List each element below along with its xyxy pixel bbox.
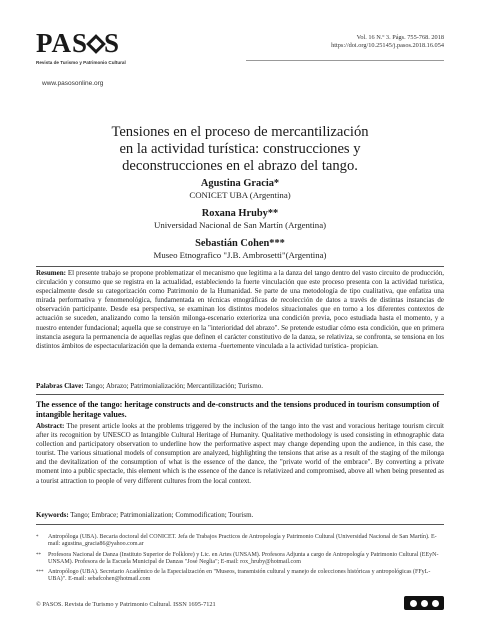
footnote-text: Profesora Nacional de Danza (Instituto Superior de Folklore) y Lic. en Artes (UNSAM). Profesora Adjunta a cargo de Antropología y Patrimonio Cultural (EEyN-UNSAM). Profesora de la Escuela Municipal de Danzas "José Neglia"; E-mail: rox_hruby@hotmail.com xyxy=(48,551,439,565)
footnote-text: Antropóloga (UBA). Becaria doctoral del CONICET. Jefa de Trabajos Practicos de Antropología y Patrimonio Cultural (Universidad Nacional de San Martín). E-mail: agustina_gracia86@yahoo.com.ar xyxy=(48,534,437,548)
footnote-rule xyxy=(36,524,444,525)
journal-meta xyxy=(331,34,444,50)
footnote-mark: ** xyxy=(36,552,41,558)
author-name: Agustina Gracia* xyxy=(200,178,280,189)
logo-subtitle: Revista de Turismo y Patrimonio Cultural xyxy=(36,60,126,65)
resumen-text: El presente trabajo se propone problematizar el mecanismo que legitima a la danza del tango dentro del vasto circuito de producción, circulación y consumo que se registra en la actualidad, estableciendo la fuerte vinculación que este proceso presenta con la actividad turística, especialmente desde su categorización como Patrimonio de la Humanidad. Se parte de una metodología de tipo cualitativa, que enfatiza una mirada performativa y fenomenológica, fundamentada en técnicas etnográficas de recolección de datos a través de distintas instancias de observación participante. Desde esa perspectiva, se examinan los distintos modelos situacionales que en torno a los diferentes contextos de actuación se suceden, analizando como la tensión milonga-escenario exterioriza una condición previa, poco estudiada hasta el momento, y a nuestro entender fundacional; aquella que se construye en la "interioridad del abrazo". Se pretende estudiar cómo esta condición, que en primera instancia asegura la permanencia de aquellas reglas que definen el carácter constitutivo de la danza, se relativiza, se confronta, se tensiona en los distintos ámbitos de espectacularización que la demanda externa -fuertemente vinculada a la actividad turística- propician. xyxy=(36,269,444,350)
nc-circle-icon xyxy=(431,599,440,608)
keywords-label: Keywords: xyxy=(36,511,69,519)
resumen-block xyxy=(36,269,444,351)
footnote xyxy=(36,534,444,549)
footnotes xyxy=(36,534,444,587)
cc-circle-icon xyxy=(409,599,418,608)
by-circle-icon xyxy=(420,599,429,608)
copyright-footer: © PASOS. Revista de Turismo y Patrimonio Cultural. ISSN 1695-7121 xyxy=(36,601,216,608)
keywords-text: Tango; Embrace; Patrimonialization; Commodification; Tourism. xyxy=(70,511,254,519)
header-divider xyxy=(246,60,444,61)
keywords-block xyxy=(36,511,444,520)
author-affiliation: Museo Etnografico "J.B. Ambrosetti"(Argentina) xyxy=(153,250,327,260)
title-line-3: deconstrucciones en el abrazo del tango. xyxy=(122,158,358,174)
journal-logo[interactable] xyxy=(36,30,156,65)
volume-line: Vol. 16 N.º 3. Págs. 755-768. 2018 xyxy=(356,34,444,41)
palabras-clave-label: Palabras Clave: xyxy=(36,382,84,390)
journal-website-link[interactable]: www.pasosonline.org xyxy=(42,80,104,87)
logo-text-right: S xyxy=(104,28,121,58)
section-divider xyxy=(36,394,444,395)
logo-diamond-icon xyxy=(86,34,106,54)
abstract-top-rule xyxy=(36,266,444,267)
author-affiliation: CONICET UBA (Argentina) xyxy=(189,190,291,200)
footnote-mark: *** xyxy=(36,570,44,576)
logo-text-left: PAS xyxy=(36,28,89,58)
author-affiliation: Universidad Nacional de San Martín (Argentina) xyxy=(153,220,327,230)
author-name: Sebastián Cohen*** xyxy=(195,238,285,249)
author-name: Roxana Hruby** xyxy=(201,208,279,219)
article-title xyxy=(40,124,440,175)
footnote xyxy=(36,569,444,584)
doi-link[interactable]: https://doi.org/10.25145/j.pasos.2018.16.054 xyxy=(331,42,444,49)
title-line-1: Tensiones en el proceso de mercantilización xyxy=(111,124,369,140)
palabras-clave-text: Tango; Abrazo; Patrimonialización; Mercantilización; Turismo. xyxy=(85,382,264,390)
title-line-2: en la actividad turística: construcciones y xyxy=(119,141,361,157)
journal-header xyxy=(0,0,480,100)
author-list xyxy=(40,178,440,268)
english-title: The essence of the tango: heritage constructs and de-constructs and the tensions produced in tourism consumption of intangible heritage values. xyxy=(36,400,440,419)
resumen-label: Resumen: xyxy=(36,269,66,277)
abstract-block xyxy=(36,422,444,486)
palabras-clave-block xyxy=(36,382,444,391)
abstract-label: Abstract: xyxy=(36,422,65,430)
footnote-mark: * xyxy=(36,535,39,540)
creative-commons-icon[interactable] xyxy=(404,596,444,610)
footnote xyxy=(36,552,444,567)
abstract-text: The present article looks at the problems triggered by the inclusion of the tango into the vast and voracious heritage tourism circuit after its recognition by UNESCO as Intangible Cultural Heritage of Humanity. Qualitative methodology is used consisting in ethnographic data collection and participatory observation to underline how the performative aspect may change depending upon the audience, in this case, the tourist. The various situational models of consumption are analyzed, highlighting the tensions that arise as a result of the staging of the milonga and the devitalization of the consumption of what is the essence of the dance, the "private world of the embrace". By converting a private moment into a public spectacle, this element which is the essence of the dance is relativized and compromised, above all when being presented as a tourist attraction to people of very different cultures from the local context. xyxy=(36,422,445,485)
logo-wordmark xyxy=(36,30,156,57)
footnote-text: Antropólogo (UBA). Secretario Académico de la Especialización en "Museos, transmisión cultural y manejo de colecciones históricas y antropológicas (FFyL-UBA)". E-mail: sebafcohen@hotmail.com xyxy=(48,569,431,583)
